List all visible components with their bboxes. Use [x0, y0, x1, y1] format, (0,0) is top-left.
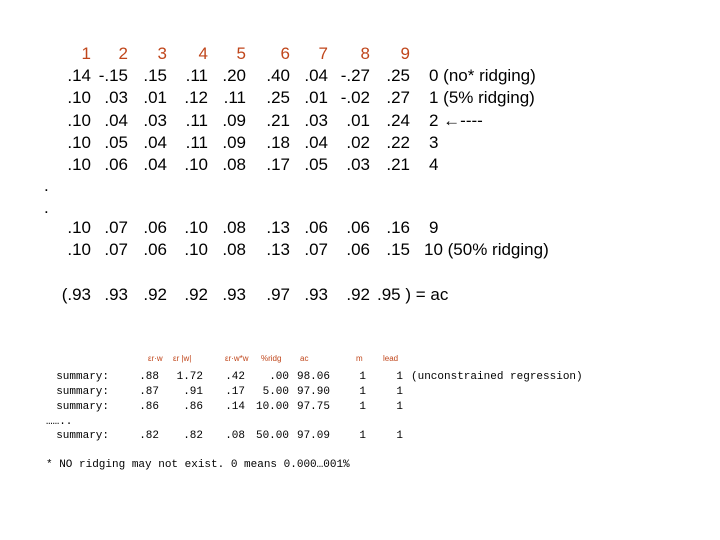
summary-e: 97.90 [296, 386, 330, 398]
summary-header: εr·w [148, 354, 163, 363]
cell-value: .06 [304, 218, 328, 237]
column-number: 9 [400, 44, 410, 63]
summary-header: %ridg [261, 354, 282, 363]
summary-e: 97.09 [296, 430, 330, 442]
summary-m: 1 [359, 371, 366, 383]
cell-value: .07 [104, 240, 128, 259]
cell-value: .04 [143, 133, 167, 152]
cell-value: .09 [222, 133, 246, 152]
summary-note: (unconstrained regression) [411, 371, 583, 383]
cell-value: -.27 [340, 66, 370, 85]
cell-value: .10 [184, 240, 208, 259]
row-label: 3 [429, 133, 439, 152]
cell-value: .04 [104, 111, 128, 130]
cell-value: .10 [67, 218, 91, 237]
summary-d: 5.00 [262, 386, 289, 398]
cell-value: .10 [67, 88, 91, 107]
cell-value: .05 [104, 133, 128, 152]
cell-value: .25 [386, 66, 410, 85]
cell-value: .14 [67, 66, 91, 85]
summary-b: .82 [183, 430, 203, 442]
cell-value: .22 [386, 133, 410, 152]
cell-value: .04 [304, 66, 328, 85]
column-number: 7 [318, 44, 328, 63]
column-number: 5 [236, 44, 246, 63]
cell-value: .11 [185, 66, 208, 85]
ac-open: (.93 [61, 285, 91, 304]
summary-m: 1 [359, 401, 366, 413]
ac-value: .97 [266, 285, 290, 304]
cell-value: .40 [266, 66, 290, 85]
summary-header: lead [383, 354, 399, 363]
summary-a: .86 [139, 401, 159, 413]
column-number: 2 [118, 44, 128, 63]
cell-value: -.02 [340, 88, 370, 107]
row-label: 0 (no* ridging) [429, 66, 536, 85]
cell-value: .03 [304, 111, 328, 130]
row-label: 1 (5% ridging) [429, 88, 535, 107]
cell-value: .24 [386, 111, 410, 130]
row-label: 4 [429, 155, 439, 174]
cell-value: .06 [104, 155, 128, 174]
ac-last: .95 ) = ac [377, 285, 449, 304]
summary-label: summary: [56, 401, 109, 413]
footnote: * NO ridging may not exist. 0 means 0.000…001% [46, 459, 350, 471]
ac-value: .93 [104, 285, 128, 304]
summary-d: .00 [269, 371, 289, 383]
cell-value: .10 [67, 155, 91, 174]
cell-value: .10 [184, 218, 208, 237]
cell-value: .03 [104, 88, 128, 107]
column-number: 4 [198, 44, 208, 63]
cell-value: .06 [346, 240, 370, 259]
column-number: 1 [81, 44, 91, 63]
cell-value: .01 [304, 88, 328, 107]
cell-value: .01 [346, 111, 370, 130]
column-number: 3 [157, 44, 167, 63]
cell-value: .08 [222, 218, 246, 237]
summary-header: εr·w*w [225, 354, 249, 363]
cell-value: .03 [143, 111, 167, 130]
cell-value: .27 [386, 88, 410, 107]
summary-header: ac [300, 354, 309, 363]
summary-a: .88 [139, 371, 159, 383]
cell-value: .16 [386, 218, 410, 237]
column-number: 8 [360, 44, 370, 63]
summary-c: .42 [225, 371, 245, 383]
summary-lead: 1 [396, 371, 403, 383]
column-number: 6 [280, 44, 290, 63]
cell-value: .01 [143, 88, 167, 107]
cell-value: -.15 [98, 66, 128, 85]
summary-label: summary: [56, 430, 109, 442]
summary-b: .91 [183, 386, 203, 398]
cell-value: .07 [104, 218, 128, 237]
cell-value: .21 [386, 155, 410, 174]
ac-value: .93 [222, 285, 246, 304]
summary-b: .86 [183, 401, 203, 413]
cell-value: .08 [222, 240, 246, 259]
cell-value: .07 [304, 240, 328, 259]
cell-value: .04 [304, 133, 328, 152]
cell-value: .08 [222, 155, 246, 174]
cell-value: .06 [143, 240, 167, 259]
summary-ellipsis: …….. [46, 416, 73, 428]
cell-value: .10 [184, 155, 208, 174]
cell-value: .05 [304, 155, 328, 174]
cell-value: .18 [266, 133, 290, 152]
cell-value: .15 [386, 240, 410, 259]
cell-value: .10 [67, 240, 91, 259]
summary-b: 1.72 [176, 371, 203, 383]
cell-value: .11 [185, 111, 208, 130]
cell-value: .03 [346, 155, 370, 174]
summary-c: .17 [225, 386, 245, 398]
cell-value: .17 [266, 155, 290, 174]
ellipsis-dot: . [44, 198, 49, 217]
cell-value: .02 [346, 133, 370, 152]
summary-d: 50.00 [255, 430, 289, 442]
ac-value: .93 [304, 285, 328, 304]
ellipsis-dot: . [44, 176, 49, 195]
row-label: 10 (50% ridging) [424, 240, 549, 259]
cell-value: .10 [67, 111, 91, 130]
ac-value: .92 [143, 285, 167, 304]
summary-c: .08 [225, 430, 245, 442]
cell-value: .13 [266, 218, 290, 237]
cell-value: .11 [223, 88, 246, 107]
summary-header: m [356, 354, 363, 363]
ac-value: .92 [184, 285, 208, 304]
cell-value: .10 [67, 133, 91, 152]
summary-lead: 1 [396, 386, 403, 398]
summary-label: summary: [56, 386, 109, 398]
cell-value: .09 [222, 111, 246, 130]
cell-value: .25 [266, 88, 290, 107]
summary-lead: 1 [396, 401, 403, 413]
cell-value: .13 [266, 240, 290, 259]
summary-lead: 1 [396, 430, 403, 442]
summary-label: summary: [56, 371, 109, 383]
summary-d: 10.00 [255, 401, 289, 413]
summary-a: .82 [139, 430, 159, 442]
cell-value: .06 [143, 218, 167, 237]
cell-value: .12 [184, 88, 208, 107]
summary-a: .87 [139, 386, 159, 398]
cell-value: .11 [185, 133, 208, 152]
ac-value: .92 [346, 285, 370, 304]
cell-value: .21 [266, 111, 290, 130]
summary-e: 98.06 [296, 371, 330, 383]
cell-value: .20 [222, 66, 246, 85]
summary-e: 97.75 [296, 401, 330, 413]
cell-value: .04 [143, 155, 167, 174]
summary-c: .14 [225, 401, 245, 413]
summary-m: 1 [359, 430, 366, 442]
summary-header: εr |w| [173, 354, 192, 363]
cell-value: .15 [143, 66, 167, 85]
row-label: 9 [429, 218, 439, 237]
summary-m: 1 [359, 386, 366, 398]
cell-value: .06 [346, 218, 370, 237]
row-label: 2 ←---- [429, 111, 483, 130]
